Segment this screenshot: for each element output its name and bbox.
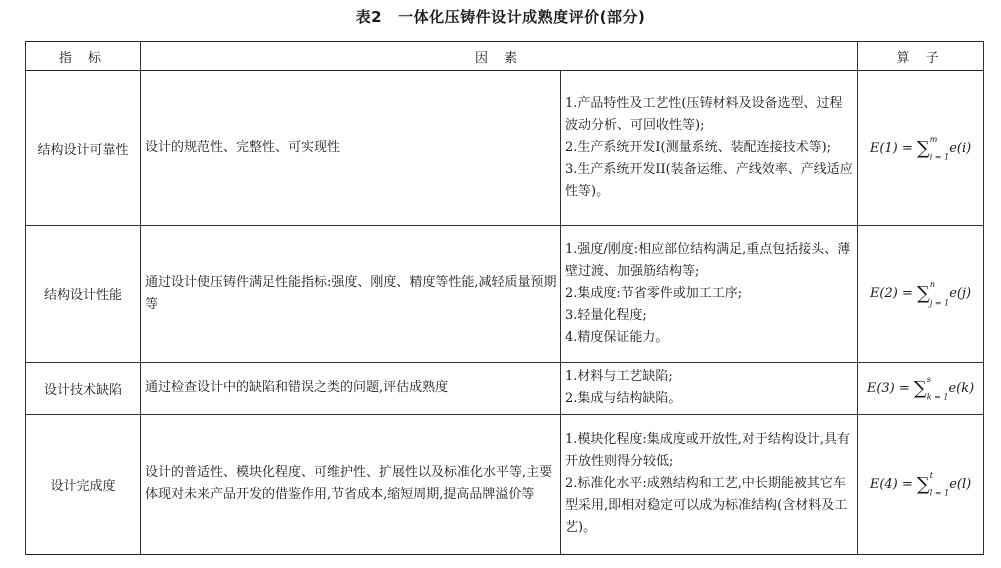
subfactor-item: 2.标准化水平:成熟结构和工艺,中长期能被其它车型采用,即相对稳定可以成为标准结构(含材料及工艺)。 bbox=[565, 476, 848, 536]
indicator-cell: 设计技术缺陷 bbox=[26, 362, 141, 414]
sum-limits bbox=[930, 471, 949, 498]
sum-upper: s bbox=[926, 374, 931, 384]
subfactor-cell bbox=[561, 362, 858, 414]
table-row bbox=[26, 362, 984, 414]
operator-cell bbox=[858, 362, 984, 414]
sum-upper: t bbox=[929, 470, 933, 480]
table-caption bbox=[0, 4, 1001, 30]
operator-lhs: E(4) = bbox=[869, 476, 917, 492]
table-row bbox=[26, 71, 984, 226]
table-row bbox=[26, 414, 984, 554]
sum-upper: n bbox=[929, 280, 936, 290]
operator-cell bbox=[858, 226, 984, 362]
subfactor-item: 1.产品特性及工艺性(压铸材料及设备选型、过程波动分析、可回收性等); bbox=[565, 96, 843, 134]
factor-cell: 设计的普适性、模块化程度、可维护性、扩展性以及标准化水平等,主要体现对未来产品开发的借鉴作用,节省成本,缩短周期,提高品牌溢价等 bbox=[141, 414, 561, 554]
subfactor-item: 1.强度/刚度:相应部位结构满足,重点包括接头、薄壁过渡、加强筋结构等; bbox=[565, 241, 851, 279]
table-number: 表2 bbox=[355, 8, 383, 26]
operator-cell bbox=[858, 414, 984, 554]
sum-upper: m bbox=[929, 134, 938, 144]
sum-lower: i = 1 bbox=[929, 152, 950, 162]
subfactor-item: 1.模块化程度:集成度或开放性,对于结构设计,具有开放性则得分较低; bbox=[565, 432, 851, 470]
indicator-cell: 结构设计性能 bbox=[26, 226, 141, 362]
sum-symbol: ∑ bbox=[916, 473, 930, 495]
operator-term: e(l) bbox=[949, 476, 972, 492]
factor-cell: 通过设计使压铸件满足性能指标:强度、刚度、精度等性能,减轻质量预期等 bbox=[141, 226, 561, 362]
operator-term: e(j) bbox=[949, 286, 972, 302]
table-title: 一体化压铸件设计成熟度评价(部分) bbox=[398, 8, 646, 26]
operator-lhs: E(3) = bbox=[866, 380, 914, 396]
sum-limits bbox=[927, 375, 949, 402]
sum-lower: l = 1 bbox=[929, 488, 950, 498]
sum-symbol: ∑ bbox=[913, 377, 927, 399]
factor-cell: 设计的规范性、完整性、可实现性 bbox=[141, 71, 561, 226]
header-operator: 算 子 bbox=[858, 42, 984, 71]
subfactor-cell bbox=[561, 414, 858, 554]
subfactor-cell bbox=[561, 226, 858, 362]
sum-lower: k = 1 bbox=[926, 392, 949, 402]
indicator-cell: 设计完成度 bbox=[26, 414, 141, 554]
header-indicator: 指 标 bbox=[26, 42, 141, 71]
header-row bbox=[26, 42, 984, 71]
subfactor-item: 3.轻量化程度; bbox=[565, 307, 647, 323]
subfactor-item: 2.生产系统开发I(测量系统、装配连接技术等); bbox=[565, 140, 832, 156]
subfactor-item: 1.材料与工艺缺陷; bbox=[565, 369, 673, 385]
table-row bbox=[26, 226, 984, 362]
subfactor-item: 3.生产系统开发II(装备运维、产线效率、产线适应性等)。 bbox=[565, 162, 853, 200]
subfactor-item: 4.精度保证能力。 bbox=[565, 329, 669, 345]
subfactor-cell bbox=[561, 71, 858, 226]
operator-term: e(i) bbox=[949, 140, 972, 156]
sum-symbol: ∑ bbox=[917, 283, 930, 305]
operator-term: e(k) bbox=[948, 380, 975, 396]
sum-limits bbox=[930, 280, 949, 307]
maturity-evaluation-table bbox=[25, 41, 984, 555]
subfactor-item: 2.集成与结构缺陷。 bbox=[565, 391, 682, 407]
subfactor-item: 2.集成度:节省零件或加工工序; bbox=[565, 285, 743, 301]
operator-cell bbox=[858, 71, 984, 226]
sum-limits bbox=[930, 135, 949, 162]
header-factors: 因 素 bbox=[141, 42, 858, 71]
factor-cell: 通过检查设计中的缺陷和错误之类的问题,评估成熟度 bbox=[141, 362, 561, 414]
sum-lower: j = 1 bbox=[929, 298, 950, 308]
operator-lhs: E(1) = bbox=[869, 140, 917, 156]
sum-symbol: ∑ bbox=[916, 137, 930, 159]
indicator-cell: 结构设计可靠性 bbox=[26, 71, 141, 226]
operator-lhs: E(2) = bbox=[869, 286, 917, 302]
